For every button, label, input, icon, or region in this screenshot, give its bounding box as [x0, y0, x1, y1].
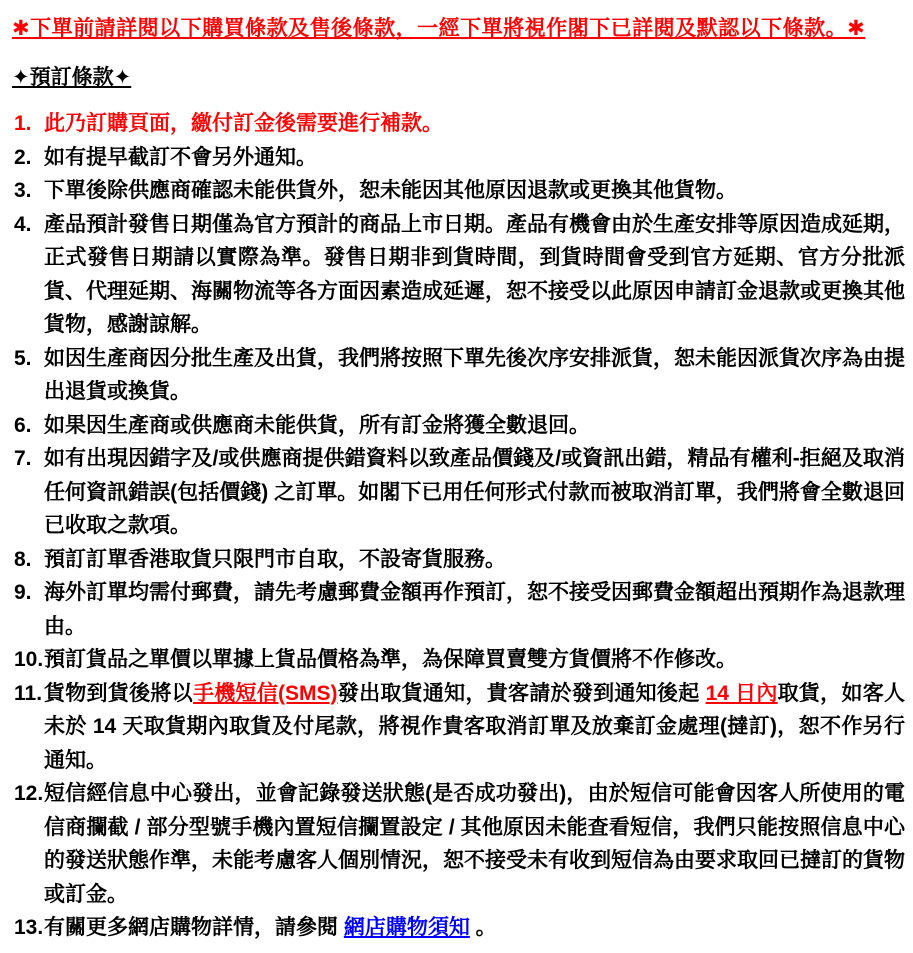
sms-notice-highlight: 手機短信(SMS)	[192, 681, 338, 705]
term-text: 如因生產商因分批生產及出貨，我們將按照下單先後次序安排派貨，恕未能因派貨次序為由提出退貨或換貨。	[44, 346, 905, 403]
term-number: 12.	[14, 782, 44, 805]
term-text: 產品預計發售日期僅為官方預計的商品上市日期。產品有機會由於生產安排等原因造成延期，正式發售日期請以實際為準。發售日期非到貨時間，到貨時間會受到官方延期、官方分批派貨、代理延期、海關物流等各方面因素造成延遲，恕不接受以此原因申請訂金退款或更換其他貨物，感謝諒解。	[44, 212, 905, 336]
term-text	[44, 677, 907, 778]
term-11-text-part: 發出取貨通知，貴客請於發到通知後起	[337, 681, 706, 705]
term-item-11	[12, 677, 907, 778]
term-number: 3.	[14, 179, 32, 202]
term-item-4	[12, 208, 907, 342]
term-text: 下單後除供應商確認未能供貨外，恕未能因其他原因退款或更換其他貨物。	[44, 179, 737, 202]
term-item-1	[12, 107, 907, 141]
term-number: 11.	[14, 681, 43, 705]
term-number: 13.	[14, 916, 44, 939]
shop-guide-link[interactable]: 網店購物須知	[343, 916, 470, 939]
term-text: 短信經信息中心發出，並會記錄發送狀態(是否成功發出)，由於短信可能會因客人所使用的電信商攔截 / 部分型號手機內置短信攔置設定 / 其他原因未能査看短信，我們只能按照信息中心的發送狀態作準，未能考慮客人個別情況，恕不接受未有收到短信為由要求取回已撻訂的貨物或訂金。	[44, 782, 905, 906]
preorder-terms-section-title: ✦預訂條款✦	[12, 66, 132, 89]
term-text: 此乃訂購頁面，繳付訂金後需要進行補款。	[44, 112, 443, 135]
term-13-text-part: 。	[469, 916, 497, 939]
term-number: 4.	[14, 212, 32, 236]
term-number: 9.	[14, 581, 32, 604]
term-text: 如有出現因錯字及/或供應商提供錯資料以致產品價錢及/或資訊出錯，精品有權利-拒絕及取消任何資訊錯誤(包括價錢) 之訂單。如閣下已用任何形式付款而被取消訂單，我們將會全數退回已收取之款項。	[44, 447, 905, 537]
term-11-text-part: 取貨，如客人未於 14 天取貨期內取貨及付尾款，將視作貴客取消訂單及放棄訂金處理(撻訂)，恕不作另行通知。	[44, 681, 906, 772]
term-number: 10.	[14, 648, 44, 671]
term-number: 7.	[14, 447, 32, 470]
term-item-3	[12, 174, 907, 208]
term-text: 預訂貨品之單價以單據上貨品價格為準，為保障買賣雙方貨價將不作修改。	[44, 648, 737, 671]
term-text	[44, 911, 907, 945]
term-number: 1.	[14, 112, 32, 135]
term-text: 海外訂單均需付郵費，請先考慮郵費金額再作預訂，恕不接受因郵費金額超出預期作為退款理由。	[44, 581, 905, 638]
term-item-2	[12, 141, 907, 175]
term-number: 6.	[14, 413, 32, 437]
term-13-text-part: 有關更多網店購物詳情，請參閱	[44, 916, 344, 939]
term-item-8	[12, 543, 907, 577]
term-number: 5.	[14, 346, 32, 370]
term-text: 預訂訂單香港取貨只限門市自取，不設寄貨服務。	[44, 547, 506, 571]
term-number: 8.	[14, 547, 32, 571]
term-item-5	[12, 342, 907, 409]
purchase-terms-warning-header: ✱下單前請詳閱以下購買條款及售後條款，一經下單將視作閣下已詳閱及默認以下條款。✱	[12, 17, 866, 40]
term-item-10	[12, 643, 907, 677]
pickup-deadline-highlight: 14 日內	[705, 681, 778, 705]
term-11-text-part: 貨物到貨後將以	[44, 681, 193, 705]
term-item-7	[12, 442, 907, 543]
term-number: 2.	[14, 145, 32, 169]
term-item-6	[12, 409, 907, 443]
term-text: 如有提早截訂不會另外通知。	[44, 145, 317, 169]
terms-list	[12, 107, 907, 945]
term-item-12	[12, 777, 907, 911]
term-item-9	[12, 576, 907, 643]
term-text: 如果因生產商或供應商未能供貨，所有訂金將獲全數退回。	[44, 413, 590, 437]
term-item-13	[12, 911, 907, 945]
